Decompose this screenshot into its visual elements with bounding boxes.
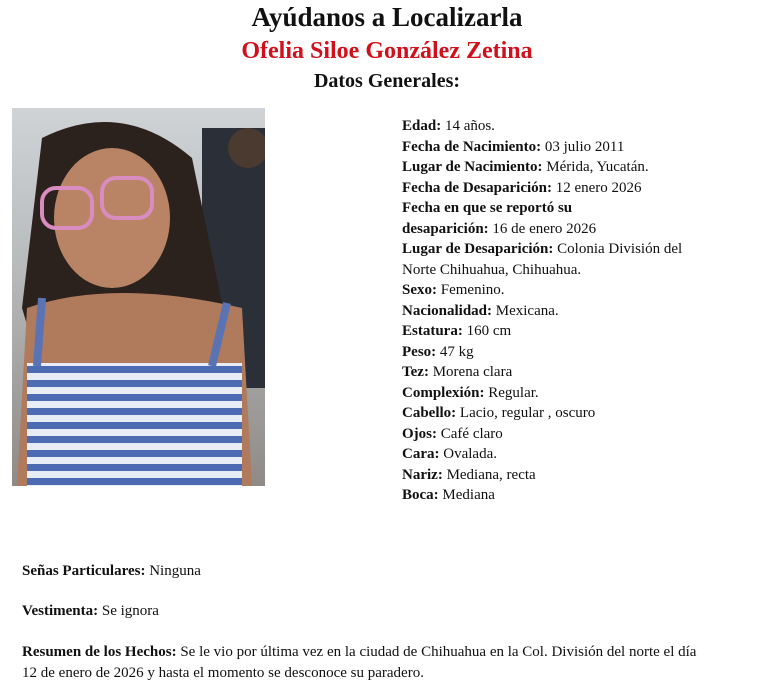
poster-title: Ayúdanos a Localizarla	[251, 2, 523, 32]
field-sexo: Sexo: Femenino.	[402, 282, 505, 298]
field-cara: Cara: Ovalada.	[402, 446, 497, 462]
section-heading: Datos Generales:	[313, 70, 461, 92]
field-fecha-reporte: Fecha en que se reportó su desaparición: 16 de enero 2026	[402, 200, 597, 237]
field-lugar-desaparicion: Lugar de Desaparición: Colonia División del Norte Chihuahua, Chihuahua.	[402, 241, 683, 278]
general-data-list	[402, 116, 694, 506]
field-tez: Tez: Morena clara	[402, 364, 513, 380]
person-photo	[12, 108, 265, 486]
field-lugar-nacimiento: Lugar de Nacimiento: Mérida, Yucatán.	[402, 159, 649, 175]
senas-particulares: Señas Particulares: Ninguna	[22, 563, 201, 579]
field-complexion: Complexión: Regular.	[402, 384, 539, 401]
field-fecha-nacimiento: Fecha de Nacimiento: 03 julio 2011	[402, 138, 625, 155]
field-edad: Edad: 14 años.	[402, 118, 495, 134]
field-fecha-desaparicion: Fecha de Desaparición: 12 enero 2026	[402, 179, 642, 196]
resumen-hechos: Resumen de los Hechos: Se le vio por última vez en la ciudad de Chihuahua en la Col. División del norte el día 12 de enero de 2026 y hasta el momento se desconoce su paradero.	[22, 644, 697, 681]
field-boca: Boca: Mediana	[402, 487, 495, 503]
field-cabello: Cabello: Lacio, regular , oscuro	[402, 405, 596, 421]
vestimenta: Vestimenta: Se ignora	[22, 603, 159, 619]
field-nariz: Nariz: Mediana, recta	[402, 466, 536, 483]
field-peso: Peso: 47 kg	[402, 343, 474, 360]
field-estatura: Estatura: 160 cm	[402, 323, 512, 339]
field-ojos: Ojos: Café claro	[402, 425, 503, 442]
field-nacionalidad: Nacionalidad: Mexicana.	[402, 302, 559, 319]
person-name: Ofelia Siloe González Zetina	[241, 38, 533, 64]
